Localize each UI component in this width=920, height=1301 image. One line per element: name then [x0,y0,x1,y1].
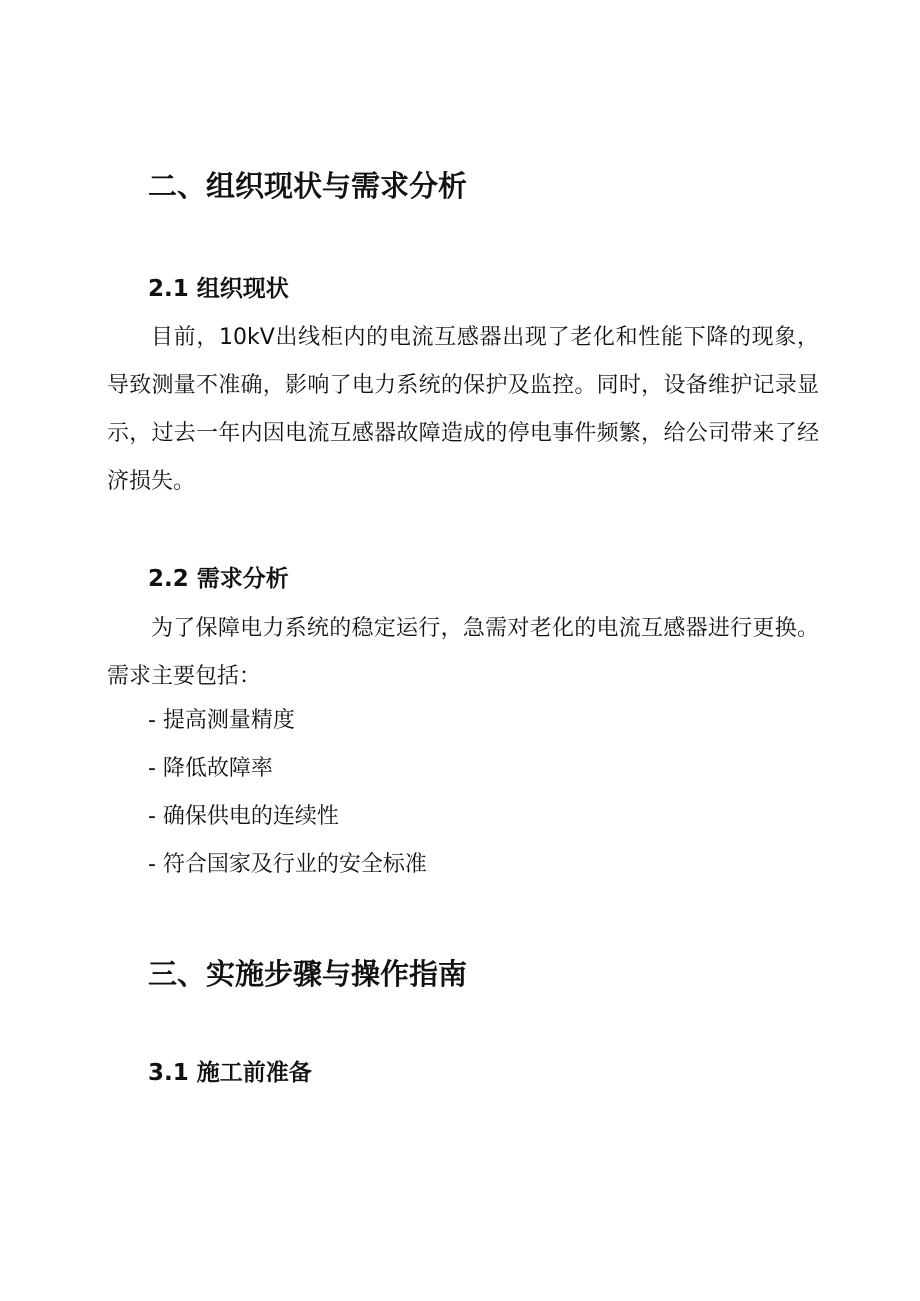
section-2-2-paragraph: 为了保障电力系统的稳定运行，急需对老化的电流互感器进行更换。需求主要包括： [107,616,819,689]
section-3-1-heading: 3.1 施工前准备 [148,1060,312,1086]
list-item: - 符合国家及行业的安全标准 [148,852,427,877]
section-2-2-heading: 2.2 需求分析 [148,566,289,592]
section-2-1-paragraph: 目前，10kV出线柜内的电流互感器出现了老化和性能下降的现象，导致测量不准确，影响了电力系统的保护及监控。同时，设备维护记录显示，过去一年内因电流互感器故障造成的停电事件频繁，给公司带来了经济损失。 [107,325,819,494]
list-item: - 提高测量精度 [148,708,295,733]
list-item: - 确保供电的连续性 [148,804,339,829]
section-3-title: 三、实施步骤与操作指南 [148,957,468,991]
section-2-title: 二、组织现状与需求分析 [148,169,468,203]
section-2-1-heading: 2.1 组织现状 [148,276,289,302]
list-item: - 降低故障率 [148,756,273,781]
